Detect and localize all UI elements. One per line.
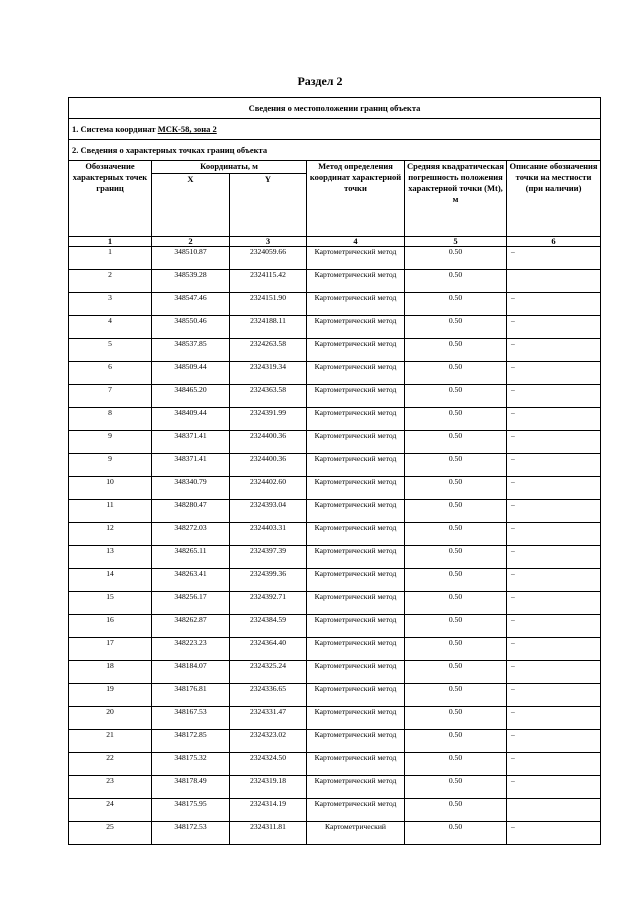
error-cell: 0.50 xyxy=(405,753,507,776)
y-coordinate-cell: 2324364.40 xyxy=(230,638,307,661)
description-cell: – xyxy=(507,684,601,707)
point-number-cell: 17 xyxy=(69,638,152,661)
x-coordinate-cell: 348509.44 xyxy=(152,362,230,385)
y-coordinate-cell: 2324399.36 xyxy=(230,569,307,592)
description-cell: – xyxy=(507,362,601,385)
point-number-cell: 24 xyxy=(69,799,152,822)
method-cell: Картометрический метод xyxy=(307,500,405,523)
point-number-cell: 10 xyxy=(69,477,152,500)
x-coordinate-cell: 348167.53 xyxy=(152,707,230,730)
point-number-cell: 21 xyxy=(69,730,152,753)
method-cell: Картометрический метод xyxy=(307,707,405,730)
x-coordinate-cell: 348262.87 xyxy=(152,615,230,638)
table-row xyxy=(69,247,601,270)
error-cell: 0.50 xyxy=(405,799,507,822)
error-cell: 0.50 xyxy=(405,362,507,385)
table-row xyxy=(69,408,601,431)
table-row xyxy=(69,339,601,362)
table-row xyxy=(69,293,601,316)
description-cell: – xyxy=(507,638,601,661)
error-cell: 0.50 xyxy=(405,661,507,684)
method-cell: Картометрический метод xyxy=(307,523,405,546)
point-number-cell: 3 xyxy=(69,293,152,316)
error-cell: 0.50 xyxy=(405,316,507,339)
error-cell: 0.50 xyxy=(405,638,507,661)
method-cell: Картометрический метод xyxy=(307,684,405,707)
y-coordinate-cell: 2324331.47 xyxy=(230,707,307,730)
error-cell: 0.50 xyxy=(405,776,507,799)
description-cell: – xyxy=(507,753,601,776)
x-coordinate-cell: 348340.79 xyxy=(152,477,230,500)
point-number-cell: 11 xyxy=(69,500,152,523)
point-number-cell: 22 xyxy=(69,753,152,776)
error-cell: 0.50 xyxy=(405,822,507,845)
x-coordinate-cell: 348371.41 xyxy=(152,431,230,454)
method-cell: Картометрический метод xyxy=(307,454,405,477)
x-coordinate-cell: 348371.41 xyxy=(152,454,230,477)
header-method: Метод определения координат характерной точки xyxy=(307,161,405,237)
column-number: 2 xyxy=(152,237,230,247)
point-number-cell: 16 xyxy=(69,615,152,638)
x-coordinate-cell: 348176.81 xyxy=(152,684,230,707)
x-coordinate-cell: 348409.44 xyxy=(152,408,230,431)
x-coordinate-cell: 348539.28 xyxy=(152,270,230,293)
x-coordinate-cell: 348280.47 xyxy=(152,500,230,523)
point-number-cell: 2 xyxy=(69,270,152,293)
y-coordinate-cell: 2324188.11 xyxy=(230,316,307,339)
table-row xyxy=(69,684,601,707)
table-row xyxy=(69,799,601,822)
x-coordinate-cell: 348223.23 xyxy=(152,638,230,661)
table-row xyxy=(69,477,601,500)
y-coordinate-cell: 2324402.60 xyxy=(230,477,307,500)
method-cell: Картометрический метод xyxy=(307,638,405,661)
description-cell: – xyxy=(507,592,601,615)
table-row xyxy=(69,385,601,408)
column-number: 5 xyxy=(405,237,507,247)
method-cell: Картометрический метод xyxy=(307,546,405,569)
description-cell: – xyxy=(507,385,601,408)
method-cell: Картометрический метод xyxy=(307,385,405,408)
header-point-id: Обозначение характерных точек границ xyxy=(69,161,152,237)
point-number-cell: 12 xyxy=(69,523,152,546)
error-cell: 0.50 xyxy=(405,546,507,569)
table-row xyxy=(69,638,601,661)
point-number-cell: 9 xyxy=(69,431,152,454)
method-cell: Картометрический метод xyxy=(307,799,405,822)
y-coordinate-cell: 2324325.24 xyxy=(230,661,307,684)
table-row xyxy=(69,661,601,684)
column-number: 3 xyxy=(230,237,307,247)
coord-system-value: МСК-58, зона 2 xyxy=(157,124,217,134)
point-number-cell: 1 xyxy=(69,247,152,270)
x-coordinate-cell: 348272.03 xyxy=(152,523,230,546)
table-row xyxy=(69,776,601,799)
point-number-cell: 14 xyxy=(69,569,152,592)
error-cell: 0.50 xyxy=(405,569,507,592)
description-cell: – xyxy=(507,822,601,845)
method-cell: Картометрический метод xyxy=(307,776,405,799)
method-cell: Картометрический метод xyxy=(307,753,405,776)
error-cell: 0.50 xyxy=(405,684,507,707)
point-number-cell: 25 xyxy=(69,822,152,845)
error-cell: 0.50 xyxy=(405,293,507,316)
y-coordinate-cell: 2324392.71 xyxy=(230,592,307,615)
point-number-cell: 9 xyxy=(69,454,152,477)
y-coordinate-cell: 2324400.36 xyxy=(230,431,307,454)
error-cell: 0.50 xyxy=(405,500,507,523)
method-cell: Картометрический метод xyxy=(307,477,405,500)
method-cell: Картометрический метод xyxy=(307,569,405,592)
error-cell: 0.50 xyxy=(405,270,507,293)
method-cell: Картометрический метод xyxy=(307,408,405,431)
method-cell: Картометрический метод xyxy=(307,592,405,615)
description-cell: – xyxy=(507,776,601,799)
table-row xyxy=(69,546,601,569)
y-coordinate-cell: 2324319.34 xyxy=(230,362,307,385)
method-cell: Картометрический метод xyxy=(307,316,405,339)
table-row xyxy=(69,316,601,339)
section-title: Раздел 2 xyxy=(297,74,343,88)
description-cell: – xyxy=(507,293,601,316)
point-number-cell: 5 xyxy=(69,339,152,362)
description-cell: – xyxy=(507,730,601,753)
description-cell: – xyxy=(507,454,601,477)
y-coordinate-cell: 2324323.02 xyxy=(230,730,307,753)
table-row xyxy=(69,615,601,638)
description-cell: – xyxy=(507,477,601,500)
point-number-cell: 13 xyxy=(69,546,152,569)
point-number-cell: 20 xyxy=(69,707,152,730)
description-cell: – xyxy=(507,661,601,684)
y-coordinate-cell: 2324314.19 xyxy=(230,799,307,822)
y-coordinate-cell: 2324115.42 xyxy=(230,270,307,293)
y-coordinate-cell: 2324263.58 xyxy=(230,339,307,362)
y-coordinate-cell: 2324397.39 xyxy=(230,546,307,569)
coord-system-label: 1. Система координат xyxy=(72,124,156,134)
y-coordinate-cell: 2324391.99 xyxy=(230,408,307,431)
description-cell: – xyxy=(507,615,601,638)
x-coordinate-cell: 348547.46 xyxy=(152,293,230,316)
y-coordinate-cell: 2324336.65 xyxy=(230,684,307,707)
error-cell: 0.50 xyxy=(405,707,507,730)
method-cell: Картометрический метод xyxy=(307,247,405,270)
x-coordinate-cell: 348256.17 xyxy=(152,592,230,615)
x-coordinate-cell: 348550.46 xyxy=(152,316,230,339)
error-cell: 0.50 xyxy=(405,385,507,408)
header-coordinates: Координаты, м xyxy=(152,161,307,174)
y-coordinate-cell: 2324319.18 xyxy=(230,776,307,799)
point-number-cell: 7 xyxy=(69,385,152,408)
x-coordinate-cell: 348537.85 xyxy=(152,339,230,362)
column-number: 4 xyxy=(307,237,405,247)
method-cell: Картометрический метод xyxy=(307,293,405,316)
header-error: Средняя квадратическая погрешность положения характерной точки (Mt), м xyxy=(405,161,507,237)
y-coordinate-cell: 2324403.31 xyxy=(230,523,307,546)
error-cell: 0.50 xyxy=(405,615,507,638)
description-cell: – xyxy=(507,431,601,454)
y-coordinate-cell: 2324363.58 xyxy=(230,385,307,408)
description-cell: – xyxy=(507,707,601,730)
y-coordinate-cell: 2324151.90 xyxy=(230,293,307,316)
error-cell: 0.50 xyxy=(405,730,507,753)
description-cell: – xyxy=(507,247,601,270)
column-number: 1 xyxy=(69,237,152,247)
method-cell: Картометрический метод xyxy=(307,270,405,293)
table-row xyxy=(69,500,601,523)
table-title: Сведения о местоположении границ объекта xyxy=(69,98,601,119)
y-coordinate-cell: 2324384.59 xyxy=(230,615,307,638)
boundary-table xyxy=(68,97,601,845)
y-coordinate-cell: 2324059.66 xyxy=(230,247,307,270)
x-coordinate-cell: 348175.95 xyxy=(152,799,230,822)
table-row xyxy=(69,454,601,477)
table-row xyxy=(69,822,601,845)
table-row xyxy=(69,270,601,293)
description-cell xyxy=(507,270,601,293)
error-cell: 0.50 xyxy=(405,523,507,546)
x-coordinate-cell: 348178.49 xyxy=(152,776,230,799)
point-number-cell: 15 xyxy=(69,592,152,615)
error-cell: 0.50 xyxy=(405,408,507,431)
method-cell: Картометрический метод xyxy=(307,661,405,684)
description-cell: – xyxy=(507,408,601,431)
header-y: Y xyxy=(230,174,307,237)
y-coordinate-cell: 2324324.50 xyxy=(230,753,307,776)
y-coordinate-cell: 2324400.36 xyxy=(230,454,307,477)
x-coordinate-cell: 348263.41 xyxy=(152,569,230,592)
table-row xyxy=(69,730,601,753)
method-cell: Картометрический xyxy=(307,822,405,845)
point-number-cell: 8 xyxy=(69,408,152,431)
error-cell: 0.50 xyxy=(405,247,507,270)
table-row xyxy=(69,431,601,454)
y-coordinate-cell: 2324311.81 xyxy=(230,822,307,845)
method-cell: Картометрический метод xyxy=(307,615,405,638)
x-coordinate-cell: 348172.53 xyxy=(152,822,230,845)
point-number-cell: 19 xyxy=(69,684,152,707)
error-cell: 0.50 xyxy=(405,339,507,362)
x-coordinate-cell: 348465.20 xyxy=(152,385,230,408)
x-coordinate-cell: 348172.85 xyxy=(152,730,230,753)
description-cell: – xyxy=(507,523,601,546)
coord-system-row xyxy=(69,119,601,140)
description-cell: – xyxy=(507,500,601,523)
y-coordinate-cell: 2324393.04 xyxy=(230,500,307,523)
column-number: 6 xyxy=(507,237,601,247)
table-row xyxy=(69,753,601,776)
point-number-cell: 6 xyxy=(69,362,152,385)
column-numbers-row xyxy=(69,237,601,247)
description-cell: – xyxy=(507,339,601,362)
x-coordinate-cell: 348184.07 xyxy=(152,661,230,684)
description-cell: – xyxy=(507,569,601,592)
error-cell: 0.50 xyxy=(405,431,507,454)
error-cell: 0.50 xyxy=(405,477,507,500)
table-row xyxy=(69,707,601,730)
description-cell: – xyxy=(507,316,601,339)
method-cell: Картометрический метод xyxy=(307,339,405,362)
point-number-cell: 18 xyxy=(69,661,152,684)
x-coordinate-cell: 348510.87 xyxy=(152,247,230,270)
table-row xyxy=(69,592,601,615)
points-title: 2. Сведения о характерных точках границ объекта xyxy=(69,140,601,161)
point-number-cell: 4 xyxy=(69,316,152,339)
description-cell xyxy=(507,799,601,822)
x-coordinate-cell: 348175.32 xyxy=(152,753,230,776)
error-cell: 0.50 xyxy=(405,592,507,615)
table-row xyxy=(69,362,601,385)
header-description: Описание обозначения точки на местности (при наличии) xyxy=(507,161,601,237)
table-body xyxy=(69,247,601,845)
table-row xyxy=(69,523,601,546)
header-x: X xyxy=(152,174,230,237)
method-cell: Картометрический метод xyxy=(307,431,405,454)
method-cell: Картометрический метод xyxy=(307,362,405,385)
point-number-cell: 23 xyxy=(69,776,152,799)
table-row xyxy=(69,569,601,592)
x-coordinate-cell: 348265.11 xyxy=(152,546,230,569)
error-cell: 0.50 xyxy=(405,454,507,477)
description-cell: – xyxy=(507,546,601,569)
method-cell: Картометрический метод xyxy=(307,730,405,753)
